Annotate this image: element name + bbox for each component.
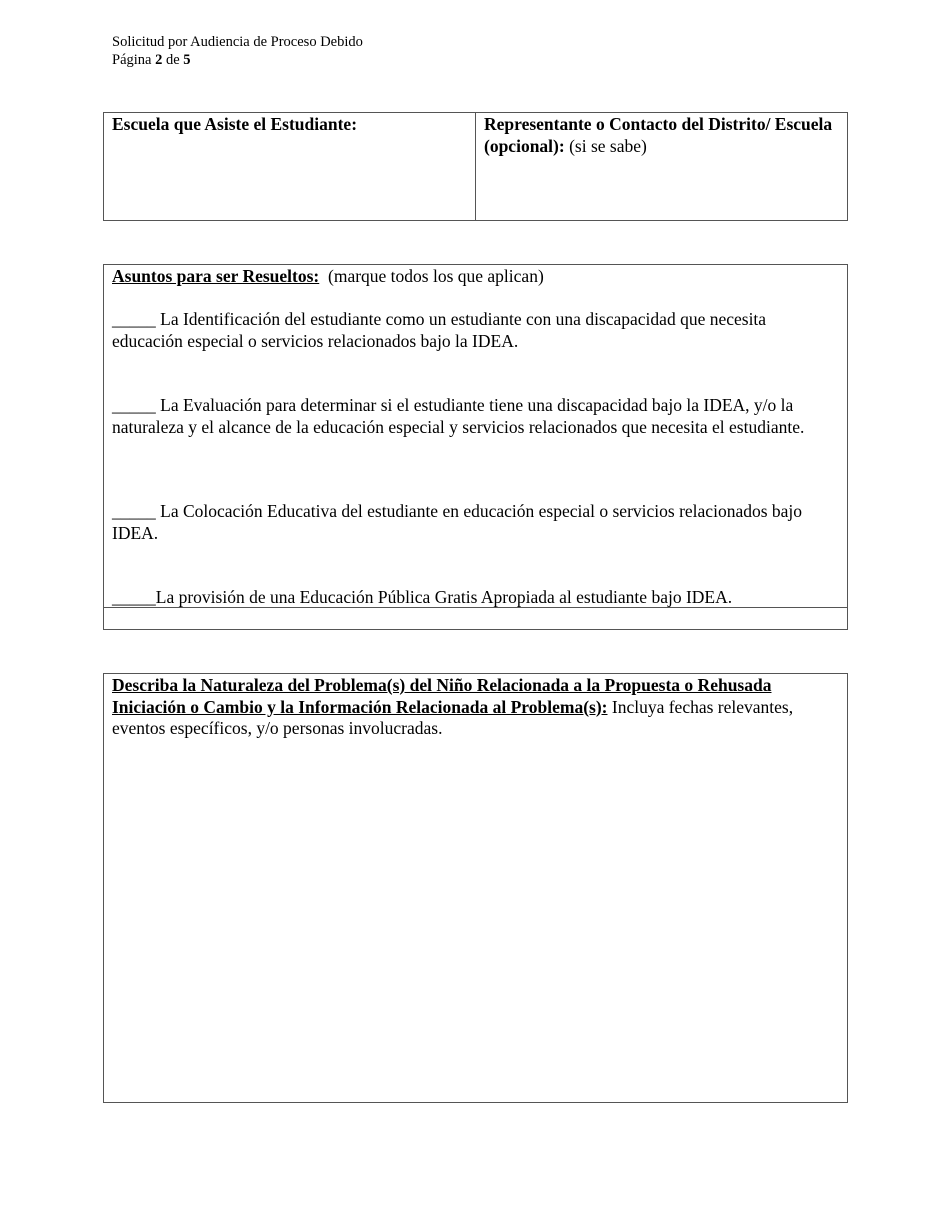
issue-placement xyxy=(112,501,839,544)
issue-text: La Colocación Educativa del estudiante en educación especial o servicios relacionados bajo IDEA. xyxy=(112,501,803,543)
issue-fape xyxy=(112,587,839,609)
describe-text xyxy=(112,675,841,740)
issue-evaluation xyxy=(112,395,839,438)
document-title: Solicitud por Audiencia de Proceso Debido xyxy=(112,34,363,50)
checkbox-blank[interactable]: _____ xyxy=(112,501,156,521)
describe-instruction: Incluya fechas relevantes, eventos específicos, y/o personas involucradas. xyxy=(112,696,794,738)
page-number xyxy=(112,51,363,69)
contact-note: (si se sabe) xyxy=(569,135,647,156)
school-contact-table xyxy=(103,112,848,221)
page-total: 5 xyxy=(183,52,191,68)
issues-heading xyxy=(112,265,839,288)
school-field[interactable] xyxy=(104,113,476,220)
issue-text: La Evaluación para determinar si el estudiante tiene una discapacidad bajo la IDEA, y/o la naturaleza y el alcance de la educación especial y servicios relacionados que necesita el estudiante. xyxy=(112,395,805,437)
issues-divider xyxy=(104,607,847,608)
issue-text: La Identificación del estudiante como un estudiante con una discapacidad que necesita educación especial o servicios relacionados bajo la IDEA. xyxy=(112,309,767,351)
contact-label: Representante o Contacto del Distrito/ Escuela (opcional): xyxy=(484,114,833,156)
issues-section xyxy=(103,264,848,630)
school-label: Escuela que Asiste el Estudiante: xyxy=(112,114,358,134)
page-of: de xyxy=(165,52,180,68)
issues-title: Asuntos para ser Resueltos: xyxy=(112,266,320,286)
checkbox-blank[interactable]: _____ xyxy=(112,309,156,329)
issues-instruction: (marque todos los que aplican) xyxy=(328,266,544,286)
issue-text: La provisión de una Educación Pública Gratis Apropiada al estudiante bajo IDEA. xyxy=(155,587,733,607)
checkbox-blank[interactable]: _____ xyxy=(112,395,156,415)
issue-identification xyxy=(112,309,839,352)
page-header xyxy=(112,33,363,69)
describe-section[interactable] xyxy=(103,673,848,1103)
page-label: Página xyxy=(112,52,152,68)
describe-title: Describa la Naturaleza del Problema(s) del Niño Relacionada a la Propuesta o Rehusada Iniciación o Cambio y la Información Relacionada al Problema(s): xyxy=(112,675,772,717)
checkbox-blank[interactable]: _____ xyxy=(112,587,156,607)
page-current: 2 xyxy=(155,52,163,68)
contact-field[interactable] xyxy=(476,113,847,220)
